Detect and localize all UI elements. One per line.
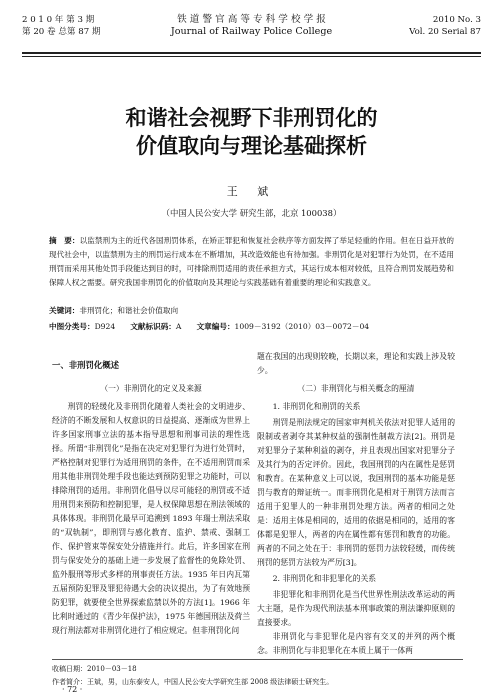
author-name: 王 斌 <box>226 185 277 198</box>
item-heading-1: 1. 非刑罚化和刑罚的关系 <box>272 402 361 411</box>
journal-header <box>22 8 481 54</box>
section-heading-1: 一、非刑罚化概述 <box>52 360 119 370</box>
abstract-label: 摘 要： <box>49 236 80 245</box>
author-bio: 作者简介：王斌，男，山东泰安人，中国人民公安大学研究生部 2008 级法律硕士研究生。 <box>52 678 334 686</box>
volume-info: 2010 No. 3 Vol. 20 Serial 87 <box>409 15 481 37</box>
received-date: 收稿日期：2010－03－18 <box>52 665 137 673</box>
abstract-text: 以监禁刑为主的近代各国刑罚体系，在矫正罪犯和恢复社会秩序等方面发挥了举足轻重的作用。但在日益开放的现代社会中，以监禁刑为主的刑罚运行成本在不断增加，其改造效能也有待加强。非刑罚化是对犯罪行为处罚，在不适用刑罚而采用其他处罚手段能达到目的时，可排除刑罚适用的责任承担方式，其运行成本相对较低，且符合刑罚发展趋势和保障人权之需要。研究我国非刑罚化的价值取向及其理论与实践基础有着重要的理论和实践意义。 <box>49 236 455 287</box>
body-paragraph: 刑罚的轻缓化及非刑罚化随着人类社会的文明进步、经济的不断发展和人权意识的日益提高、逐渐成为世界上许多国家刑事立法的基本指导思想和刑事司法的理性选择。所谓“非刑罚化”是指在决定对犯罪行为进行处罚时，严格控制对犯罪行为适用刑罚的条件，在不适用刑罚而采用其他非刑罚处理手段也能达到预防犯罪之功能时，可以排除刑罚的适用。非刑罚化倡导以尽可能轻的刑罚或不适用刑罚来预防和控制犯罪，是人权保障思想在刑法领域的具体体现。非刑罚化最早可追溯到 1893 年瑞士刑法采取的“双轨制”，即刑罚与感化教育、监护、禁戒、强制工作、保护管束等保安处分措施并行。此后，许多国家在刑罚与保安处分的基础上进一步发展了监督性的免除处罚、监外服刑等形式多样的刑事责任方法。1935 年日内瓦第五届预防犯罪及罪犯待遇大会的决议提出，为了有效地预防犯罪，就要使全世界探索监禁以外的方法[1]。1966 年比利时通过的《青少年保护法》，1975 年德国刑法及荷兰现行刑法都对非刑罚化进行了相应规定。但非刑罚化问 <box>52 402 250 635</box>
right-column <box>257 350 455 658</box>
author-affiliation: （中国人民公安大学 研究生部，北京 100038） <box>161 208 342 218</box>
keywords <box>49 304 463 318</box>
subsection-heading-2: （二）非刑罚化与相关概念的厘清 <box>297 384 415 393</box>
item-heading-2: 2. 非刑罚化和非犯罪化的关系 <box>272 574 377 583</box>
issue-info: 2 0 1 0 年 第 3 期 第 20 卷 总第 87 期 <box>22 15 101 37</box>
classification-line: 中图分类号：D924 文献标识码：A 文章编号：1009－3192（2010）03－0072－04 <box>49 322 370 331</box>
article-title-line2: 价值取向与理论基础探析 <box>136 133 367 158</box>
abstract <box>49 234 454 290</box>
left-column <box>52 350 250 638</box>
body-paragraph: 刑罚是刑法规定的国家审判机关依法对犯罪人适用的限制或者剥夺其某种权益的强制性制裁方法[2]。刑罚是对犯罪分子某种利益的剥夺，并且表现出国家对犯罪分子及其行为的否定评价。因此，我国刑罚的内在属性是惩罚和教育。在某种意义上可以说，我国刑罚的基本功能是惩罚与教育的辩证统一。而非刑罚化是相对于刑罚方法而言适用于犯罪人的一种非刑罚处理方法。两者的相同之处是：适用主体是相同的，适用的依据是相同的，适用的客体都是犯罪人，两者的内在属性都有惩罚和教育的功能。两者的不同之处在于：非刑罚的惩罚力法较轻缓，而传统刑罚的惩罚方法较为严厉[3]。 <box>257 418 455 567</box>
article-title-line1: 和谐社会视野下非刑罚化的 <box>125 105 378 130</box>
keywords-label: 关键词： <box>49 306 80 315</box>
subsection-heading-1: （一）非刑罚化的定义及来源 <box>100 384 202 393</box>
keywords-text: 非刑罚化；和谐社会价值取向 <box>79 306 179 315</box>
body-paragraph: 非犯罪化和非刑罚化是当代世界性刑法改革运动的两大主题，是作为现代刑法基本刑事政策的刑法谦抑原则的直接要求。 <box>257 590 455 627</box>
page-number: · 72 · <box>62 685 83 694</box>
body-paragraph: 题在我国的出现则较晚，长期以来，理论和实践上涉及较少。 <box>257 352 455 375</box>
footnote <box>52 659 463 689</box>
body-paragraph: 非刑罚化与非犯罪化是内容有交叉的并列的两个概念。非刑罚化与非犯罪化在本质上属于一体两 <box>257 632 455 655</box>
journal-name: 铁 道 警 官 高 等 专 科 学 校 学 报 Journal of Railway Police College <box>170 14 333 37</box>
